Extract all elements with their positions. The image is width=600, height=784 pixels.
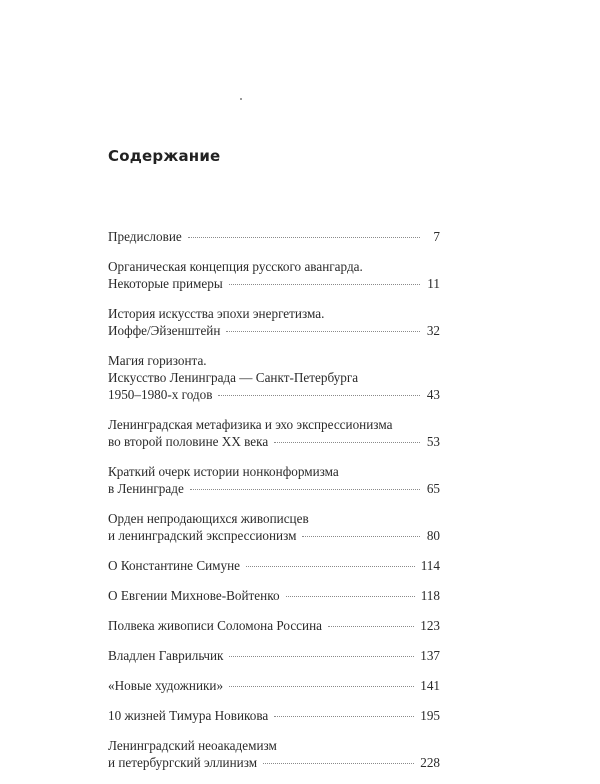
toc-entry <box>108 617 440 634</box>
toc-page-number: 53 <box>426 434 440 449</box>
toc-entry <box>108 510 440 544</box>
toc-page-number: 123 <box>420 618 440 633</box>
dot-leader <box>188 236 420 238</box>
toc-page-number: 118 <box>420 588 440 603</box>
toc-entry-title-line: История искусства эпохи энергетизма. <box>108 306 325 321</box>
toc-entry-last-line <box>108 754 440 771</box>
toc-entry-last-line <box>108 557 440 574</box>
toc-entry <box>108 352 440 403</box>
toc-page-number: 141 <box>420 678 440 693</box>
toc-entry-title-line: 1950–1980-х годов <box>108 387 213 402</box>
toc-entry-last-line <box>108 647 440 664</box>
dot-leader <box>274 441 420 443</box>
toc-entry-title-line: и ленинградский экспрессионизм <box>108 528 297 543</box>
dot-leader <box>229 685 414 687</box>
dot-leader <box>274 715 414 717</box>
dot-leader <box>246 565 415 567</box>
toc-entry-title-line: во второй половине XX века <box>108 434 269 449</box>
toc-page-number: 80 <box>426 528 440 543</box>
dot-leader <box>263 762 414 764</box>
dot-leader <box>226 330 420 332</box>
toc-entry-title-line: Владлен Гаврильчик <box>108 648 224 663</box>
toc-entry-title-line: «Новые художники» <box>108 678 224 693</box>
toc-entry <box>108 557 440 574</box>
toc-entry <box>108 305 440 339</box>
toc-entry-title-line: Иоффе/Эйзенштейн <box>108 323 221 338</box>
toc-entry-title-line: Предисловие <box>108 229 182 244</box>
toc-page-number: 11 <box>427 276 440 291</box>
toc-entry <box>108 587 440 604</box>
toc-entry <box>108 258 440 292</box>
toc-entry-last-line <box>108 322 440 339</box>
toc-entry-last-line <box>108 433 440 450</box>
dot-leader <box>328 625 414 627</box>
toc-entry-title-line: Орден непродающихся живописцев <box>108 511 309 526</box>
toc-entry-last-line <box>108 587 440 604</box>
toc-page-number: 32 <box>426 323 440 338</box>
toc-page-number: 137 <box>420 648 440 663</box>
toc-entry-title-line: и петербургский эллинизм <box>108 755 258 770</box>
toc-page-number: 228 <box>420 755 440 770</box>
toc-page-number: 43 <box>426 387 440 402</box>
toc-entry-last-line <box>108 527 440 544</box>
toc-entry <box>108 677 440 694</box>
dot-leader <box>218 394 420 396</box>
toc-entry-last-line <box>108 617 440 634</box>
dot-leader <box>286 595 415 597</box>
toc-entry-last-line <box>108 707 440 724</box>
dot-leader <box>229 283 420 285</box>
page-title: Содержание <box>108 147 221 165</box>
dot-leader <box>190 488 420 490</box>
toc-entry-last-line <box>108 480 440 497</box>
toc-entry <box>108 707 440 724</box>
toc-entry-last-line <box>108 228 440 245</box>
decorative-dot <box>240 98 242 100</box>
toc-entry-last-line <box>108 677 440 694</box>
toc-entry <box>108 228 440 245</box>
toc-entry-last-line <box>108 275 440 292</box>
toc-entry-title-line: 10 жизней Тимура Новикова <box>108 708 269 723</box>
toc-entry-title-line: Ленинградский неоакадемизм <box>108 738 277 753</box>
dot-leader <box>229 655 414 657</box>
toc-page-number: 65 <box>426 481 440 496</box>
toc-entry-title-line: Искусство Ленинграда — Санкт-Петербурга <box>108 370 359 385</box>
toc-entry-title-line: в Ленинграде <box>108 481 184 496</box>
toc-entry <box>108 416 440 450</box>
toc-page-number: 114 <box>420 558 440 573</box>
toc-entry-title-line: Некоторые примеры <box>108 276 223 291</box>
toc-entry-title-line: Полвека живописи Соломона Россина <box>108 618 322 633</box>
toc-entry-title-line: Органическая концепция русского авангарда. <box>108 259 363 274</box>
toc-entry-title-line: Ленинградская метафизика и эхо экспрессионизма <box>108 417 393 432</box>
toc-entry-last-line <box>108 386 440 403</box>
dot-leader <box>302 535 420 537</box>
toc-entry-title-line: Краткий очерк истории нонконформизма <box>108 464 339 479</box>
toc-page-number: 195 <box>420 708 440 723</box>
toc-entry <box>108 647 440 664</box>
table-of-contents <box>108 228 440 784</box>
toc-entry-title-line: О Константине Симуне <box>108 558 241 573</box>
toc-entry-title-line: О Евгении Михнове-Войтенко <box>108 588 280 603</box>
toc-entry <box>108 463 440 497</box>
toc-entry <box>108 737 440 771</box>
toc-page-number: 7 <box>433 229 440 244</box>
toc-entry-title-line: Магия горизонта. <box>108 353 207 368</box>
